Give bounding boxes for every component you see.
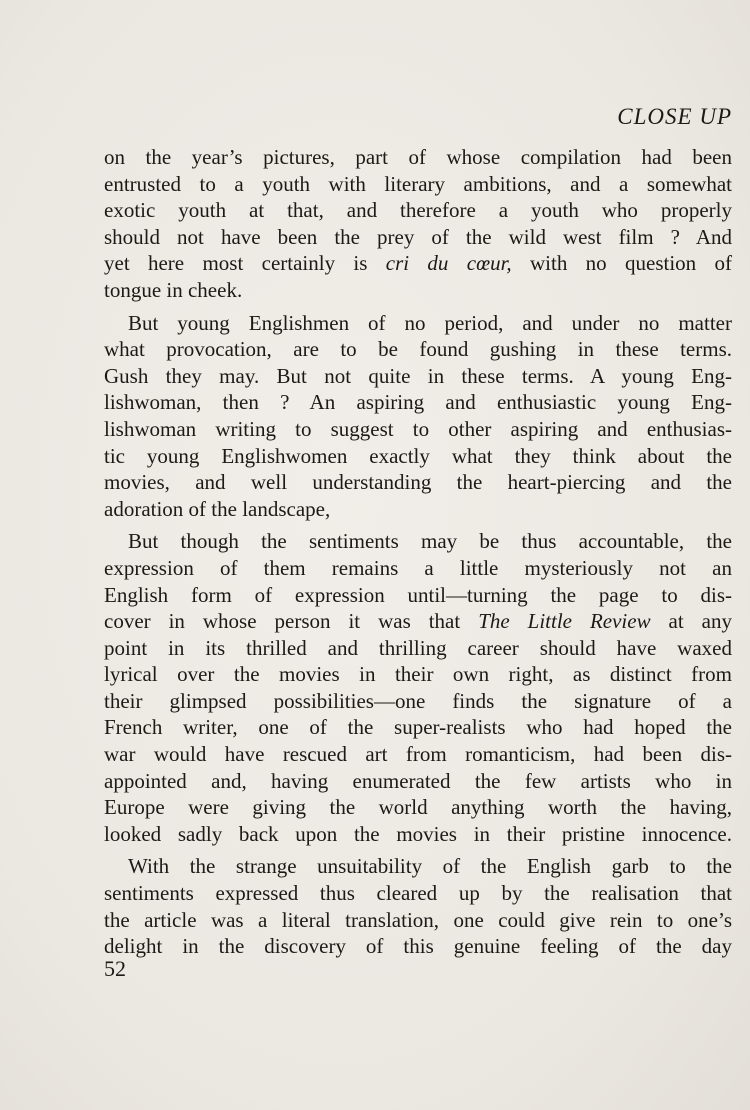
text-line: war would have rescued art from romanticism, had been dis- [104, 742, 732, 767]
text-line: tongue in cheek. [104, 277, 243, 302]
text-line: what provocation, are to be found gushing in these terms. [104, 337, 732, 362]
paragraph-2 [104, 310, 732, 523]
text-line: on the year’s pictures, part of whose compilation had been [104, 145, 732, 169]
line-fragment: with no question of [511, 251, 733, 276]
italic-title: The Little Review [478, 609, 651, 634]
paragraph-4 [104, 853, 732, 959]
text-line: lyrical over the movies in their own right, as distinct from [104, 662, 732, 687]
text-line: entrusted to a youth with literary ambitions, and a somewhat [104, 171, 732, 196]
text-line: But young Englishmen of no period, and under no matter [128, 310, 732, 335]
text-line: delight in the discovery of this genuine feeling of the day [104, 934, 732, 959]
text-line: But though the sentiments may be thus accountable, the [128, 529, 732, 554]
text-line: lishwoman writing to suggest to other aspiring and enthusias- [104, 416, 732, 441]
text-line: French writer, one of the super-realists who had hoped the [104, 715, 732, 740]
text-line: tic young Englishwomen exactly what they think about the [104, 443, 732, 468]
line-fragment: cover in whose person it was that [104, 609, 479, 634]
text-line: English form of expression until—turning the page to dis- [104, 582, 732, 607]
text-line: movies, and well understanding the heart-piercing and the [104, 470, 732, 495]
text-line: the article was a literal translation, one could give rein to one’s [104, 907, 732, 932]
running-head: CLOSE UP [617, 104, 732, 129]
text-line: their glimpsed possibilities—one finds the signature of a [104, 688, 732, 713]
text-line: should not have been the prey of the wild west film ? And [104, 224, 732, 249]
text-line: Gush they may. But not quite in these terms. A young Eng- [104, 363, 732, 388]
text-line: Europe were giving the world anything worth the having, [104, 795, 732, 820]
line-fragment: at any [650, 609, 732, 634]
paragraph-3 [104, 528, 732, 847]
text-line: point in its thrilled and thrilling career should have waxed [104, 635, 732, 660]
body-text [104, 144, 732, 960]
text-line: sentiments expressed thus cleared up by the realisation that [104, 881, 732, 906]
page-number: 52 [104, 956, 126, 981]
text-line: appointed and, having enumerated the few artists who in [104, 768, 732, 793]
text-line: expression of them remains a little mysteriously not an [104, 555, 732, 580]
line-fragment: yet here most certainly is [104, 251, 386, 276]
text-line: adoration of the landscape, [104, 496, 331, 521]
text-line: With the strange unsuitability of the English garb to the [128, 854, 732, 879]
text-line: looked sadly back upon the movies in their pristine innocence. [104, 821, 732, 846]
text-line-with-italic [104, 250, 732, 277]
italic-phrase: cri du cœur, [385, 251, 512, 276]
text-line: exotic youth at that, and therefore a youth who properly [104, 198, 732, 223]
paragraph-1 [104, 144, 732, 304]
text-line-with-italic [104, 608, 732, 635]
text-line: lishwoman, then ? An aspiring and enthusiastic young Eng- [104, 390, 732, 415]
